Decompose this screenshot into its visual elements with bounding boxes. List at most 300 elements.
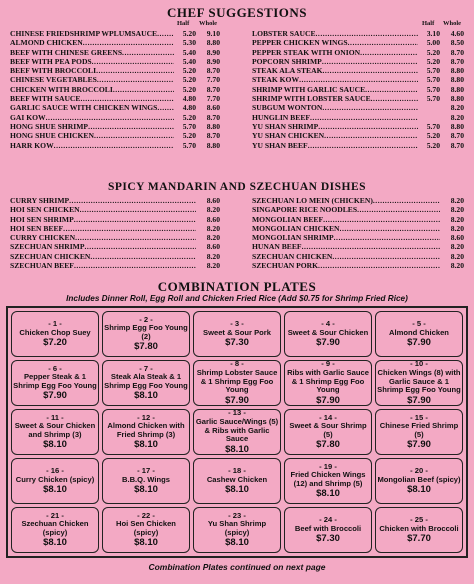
combo-plate-description: Sweet & Sour Pork: [203, 327, 271, 337]
menu-item-name: STEAK KOW: [252, 75, 300, 85]
combo-plate-price: $7.90: [316, 394, 340, 406]
combo-plate-description: Chinese Fried Shrimp (5): [379, 421, 459, 439]
menu-item-whole-price: 8.70: [206, 66, 220, 76]
menu-item-whole-price: 8.70: [450, 47, 464, 57]
menu-item: [10, 122, 220, 131]
dot-leader: [318, 261, 440, 270]
menu-item-half-price: [418, 103, 440, 112]
menu-item-price: 8.60: [206, 242, 220, 252]
dot-leader: [357, 205, 440, 214]
menu-item-name: GAI KOW: [10, 112, 46, 122]
dot-leader: [63, 224, 196, 233]
dot-leader: [360, 48, 418, 57]
combo-plate-price: $8.10: [225, 484, 249, 496]
menu-item-whole-price: 8.20: [450, 103, 464, 113]
menu-item: [10, 131, 220, 140]
combo-plate-description: Pepper Steak & 1 Shrimp Egg Foo Young: [13, 372, 97, 390]
menu-item-price: 8.20: [450, 261, 464, 271]
menu-item-name: ALMOND CHICKEN: [10, 38, 83, 48]
menu-item-half-price: 5.30: [182, 38, 196, 48]
menu-item: [252, 103, 464, 112]
combo-plate-number: - 25 -: [410, 514, 428, 524]
dot-leader: [365, 85, 418, 94]
dot-leader: [97, 75, 174, 84]
combo-plate-description: Yu Shan Shrimp (spicy): [207, 519, 267, 537]
combo-plate-card: [11, 409, 99, 455]
combo-plate-description: Shrimp Egg Foo Young (2): [104, 323, 188, 341]
dot-leader: [316, 29, 418, 38]
menu-item-half-price: 5.20: [182, 84, 196, 94]
menu-item: [10, 242, 220, 251]
menu-item: [252, 94, 464, 103]
combo-plate-card: [102, 311, 190, 357]
menu-item-name: HOI SEN CHICKEN: [10, 205, 80, 215]
dot-leader: [348, 38, 418, 47]
combo-plate-price: $8.10: [134, 439, 158, 451]
menu-item-name: MONGOLIAN SHRIMP: [252, 233, 334, 243]
menu-item: [10, 233, 220, 242]
menu-item-whole-price: 4.60: [450, 29, 464, 38]
combo-plate-number: - 17 -: [137, 465, 155, 475]
chef-right-column: [252, 29, 464, 150]
dot-leader: [323, 215, 440, 224]
combo-plate-card: [11, 311, 99, 357]
menu-item-half-price: [418, 113, 440, 122]
menu-item: [10, 205, 220, 214]
combo-plate-description: Szechuan Chicken (spicy): [21, 519, 89, 537]
combination-footer-note: Combination Plates continued on next page: [148, 562, 326, 572]
menu-item-price: 8.20: [206, 261, 220, 271]
menu-item: [10, 66, 220, 75]
menu-item: [252, 224, 464, 233]
menu-item: [252, 122, 464, 131]
combo-plate-price: $8.10: [134, 537, 158, 549]
menu-item-price: 8.20: [450, 196, 464, 205]
combo-plate-number: - 22 -: [137, 510, 155, 520]
combo-plate-card: [375, 360, 463, 406]
menu-item: [252, 66, 464, 75]
dot-leader: [96, 66, 174, 75]
menu-item-whole-price: 8.80: [206, 121, 220, 131]
combo-plate-price: $7.90: [316, 337, 340, 349]
dot-leader: [83, 38, 174, 47]
menu-item-name: CHINESE FRIEDSHRIMP WPLUMSAUCE: [10, 29, 158, 38]
chef-left-half-header: Half: [177, 20, 190, 27]
combo-plate-description: Cashew Chicken: [206, 474, 268, 484]
menu-item-name: SZECHUAN LO MEIN (CHICKEN): [252, 196, 373, 205]
menu-item-name: BEEF WITH BROCCOLI: [10, 66, 97, 76]
combo-plate-number: - 20 -: [410, 465, 428, 475]
dot-leader: [334, 233, 440, 242]
combo-plate-card: [102, 360, 190, 406]
combo-plate-number: - 19 -: [319, 461, 337, 471]
combo-plate-price: $7.90: [407, 439, 431, 451]
menu-item: [10, 215, 220, 224]
menu-item-name: MONGOLIAN BEEF: [252, 214, 324, 224]
menu-item-whole-price: 8.80: [450, 75, 464, 85]
menu-item-whole-price: 7.70: [206, 94, 220, 104]
combo-plate-number: - 5 -: [412, 318, 426, 328]
combination-plates-subtitle: Includes Dinner Roll, Egg Roll and Chicken Fried Rice (Add $0.75 for Shrimp Fried Rice): [66, 294, 408, 303]
menu-item-half-price: 5.70: [426, 66, 440, 76]
combination-plates-grid: [6, 306, 468, 558]
combo-plate-price: $7.80: [316, 439, 340, 451]
dot-leader: [302, 242, 440, 251]
dot-leader: [113, 85, 174, 94]
menu-item-whole-price: 7.70: [206, 75, 220, 85]
dot-leader: [46, 113, 174, 122]
menu-item-name: YU SHAN CHICKEN: [252, 131, 325, 141]
combo-plate-card: [284, 507, 372, 553]
combo-plate-description: Sweet & Sour Shrimp (5): [289, 421, 367, 439]
menu-item: [252, 261, 464, 270]
menu-item-whole-price: 9.10: [206, 29, 220, 38]
combo-plate-card: [193, 409, 281, 455]
menu-item-whole-price: 8.20: [450, 112, 464, 122]
combo-plate-number: - 8 -: [230, 360, 244, 369]
combo-plate-number: - 1 -: [48, 318, 62, 328]
menu-item-name: SZECHUAN SHRIMP: [10, 242, 85, 252]
dot-leader: [90, 252, 196, 261]
menu-item-name: YU SHAN SHRIMP: [252, 121, 319, 131]
menu-item: [252, 196, 464, 205]
menu-item-name: CHINESE VEGETABLES: [10, 75, 97, 85]
combo-plate-number: - 4 -: [321, 318, 335, 328]
dot-leader: [157, 103, 174, 112]
menu-item-price: 8.20: [450, 242, 464, 252]
dot-leader: [92, 57, 174, 66]
menu-item: [10, 29, 220, 38]
dot-leader: [373, 196, 440, 205]
dot-leader: [318, 122, 418, 131]
menu-item-price: 8.20: [206, 251, 220, 261]
dot-leader: [324, 131, 418, 140]
menu-item-half-price: 5.20: [426, 47, 440, 57]
combo-plate-card: [11, 458, 99, 504]
menu-item: [252, 38, 464, 47]
dot-leader: [332, 252, 440, 261]
menu-item-half-price: 5.20: [182, 131, 196, 141]
menu-item-name: GARLIC SAUCE WITH CHICKEN WINGS: [10, 103, 158, 113]
menu-item-whole-price: 8.70: [206, 131, 220, 141]
menu-item-name: SHRIMP WITH LOBSTER SAUCE: [252, 94, 371, 104]
combo-plate-card: [284, 360, 372, 406]
menu-item: [10, 141, 220, 150]
combo-plate-price: $7.20: [43, 337, 67, 349]
combo-plate-card: [375, 409, 463, 455]
menu-item-half-price: 4.80: [182, 103, 196, 113]
dot-leader: [88, 122, 174, 131]
dot-leader: [299, 75, 418, 84]
menu-item: [252, 75, 464, 84]
combo-plate-number: - 10 -: [410, 360, 428, 369]
menu-item-name: HUNGLIN BEEF: [252, 112, 311, 122]
menu-item: [10, 75, 220, 84]
dot-leader: [80, 205, 196, 214]
menu-item-whole-price: 8.70: [206, 84, 220, 94]
combo-plate-description: Hoi Sen Chicken (spicy): [116, 519, 176, 537]
menu-item: [252, 205, 464, 214]
menu-item-whole-price: 8.80: [450, 121, 464, 131]
menu-item-name: SHRIMP WITH GARLIC SAUCE: [252, 84, 366, 94]
chef-right-half-header: Half: [422, 20, 435, 27]
menu-item-whole-price: 8.70: [450, 140, 464, 150]
combo-plate-card: [284, 458, 372, 504]
combo-plate-description: Chicken Chop Suey: [19, 327, 91, 337]
combo-plate-price: $8.10: [316, 488, 340, 500]
menu-item-price: 8.20: [206, 233, 220, 243]
menu-item-half-price: 5.20: [426, 131, 440, 141]
dot-leader: [122, 48, 174, 57]
menu-item: [252, 57, 464, 66]
combo-plate-description: Sweet & Sour Chicken and Shrimp (3): [14, 421, 96, 439]
menu-item-name: HOI SEN SHRIMP: [10, 214, 74, 224]
menu-item-price: 8.20: [206, 223, 220, 233]
menu-item-name: CHICKEN WITH BROCCOLI: [10, 84, 113, 94]
menu-item: [252, 215, 464, 224]
combo-plate-description: Fried Chicken Wings (12) and Shrimp (5): [290, 470, 366, 488]
combo-plate-card: [375, 311, 463, 357]
dot-leader: [69, 196, 196, 205]
menu-item: [252, 29, 464, 38]
combo-plate-price: $8.10: [225, 443, 249, 455]
menu-item-price: 8.60: [450, 233, 464, 243]
menu-item: [252, 242, 464, 251]
menu-item: [252, 131, 464, 140]
dot-leader: [74, 215, 196, 224]
combo-plate-card: [193, 360, 281, 406]
combo-plate-number: - 2 -: [139, 314, 153, 324]
combination-plates-title: COMBINATION PLATES: [157, 279, 317, 294]
combo-plate-description: Steak Ala Steak & 1 Shrimp Egg Foo Young: [104, 372, 188, 390]
dot-leader: [310, 113, 418, 122]
combo-plate-number: - 21 -: [46, 510, 64, 520]
combo-plate-number: - 3 -: [230, 318, 244, 328]
combo-plate-number: - 15 -: [410, 412, 428, 422]
combo-plate-description: Sweet & Sour Chicken: [287, 327, 369, 337]
combo-plate-number: - 9 -: [321, 360, 335, 369]
dot-leader: [74, 261, 196, 270]
menu-item-whole-price: 8.70: [450, 131, 464, 141]
menu-item-whole-price: 8.80: [206, 38, 220, 48]
menu-item: [252, 233, 464, 242]
menu-item-price: 8.20: [450, 251, 464, 261]
combo-plate-price: $8.10: [407, 484, 431, 496]
menu-item-half-price: 5.40: [182, 47, 196, 57]
dot-leader: [322, 103, 418, 112]
menu-item-price: 8.60: [206, 196, 220, 205]
combo-plate-price: $8.10: [43, 439, 67, 451]
menu-item-whole-price: 8.60: [206, 103, 220, 113]
menu-item: [10, 113, 220, 122]
combo-plate-card: [193, 458, 281, 504]
combo-plate-number: - 18 -: [228, 465, 246, 475]
menu-item-name: YU SHAN BEEF: [252, 140, 308, 150]
menu-item: [10, 196, 220, 205]
dot-leader: [308, 141, 418, 150]
menu-item-name: HARR KOW: [10, 140, 54, 150]
menu-item-price: 8.20: [450, 205, 464, 215]
dot-leader: [54, 141, 174, 150]
combo-plate-number: - 16 -: [46, 465, 64, 475]
menu-item: [10, 48, 220, 57]
menu-item-price: 8.20: [206, 205, 220, 215]
menu-item-price: 8.60: [206, 214, 220, 224]
menu-item: [10, 38, 220, 47]
menu-item-half-price: 5.20: [426, 140, 440, 150]
combo-plate-card: [284, 409, 372, 455]
menu-item: [10, 224, 220, 233]
menu-item-half-price: 5.20: [182, 112, 196, 122]
menu-item-name: POPCORN SHRIMP: [252, 56, 322, 66]
combo-plate-description: B.B.Q. Wings: [121, 474, 171, 484]
dot-leader: [80, 94, 174, 103]
menu-item: [252, 85, 464, 94]
dot-leader: [157, 29, 174, 38]
combo-plate-description: Ribs with Garlic Sauce & 1 Shrimp Egg Foo Young: [287, 367, 369, 395]
dot-leader: [322, 57, 418, 66]
combo-plate-card: [193, 311, 281, 357]
menu-item-whole-price: 8.90: [206, 56, 220, 66]
combo-plate-description: Mongolian Beef (spicy): [377, 474, 461, 484]
menu-item-name: SZECHUAN PORK: [252, 261, 319, 271]
menu-item-half-price: 5.70: [426, 75, 440, 85]
menu-item-name: LOBSTER SAUCE: [252, 29, 316, 38]
menu-item: [252, 141, 464, 150]
chef-left-column: [10, 29, 220, 150]
menu-item: [252, 113, 464, 122]
dot-leader: [94, 131, 174, 140]
menu-item: [10, 85, 220, 94]
menu-item-whole-price: 8.70: [450, 56, 464, 66]
menu-item: [10, 252, 220, 261]
combo-plate-number: - 14 -: [319, 412, 337, 422]
chef-right-whole-header: Whole: [443, 20, 462, 27]
menu-item-name: SUBGUM WONTON: [252, 103, 323, 113]
combo-plate-price: $7.70: [407, 533, 431, 545]
spicy-right-column: [252, 196, 464, 270]
menu-item-half-price: 5.70: [426, 94, 440, 104]
menu-item-name: SZECHUAN CHICKEN: [252, 251, 333, 261]
menu-item-half-price: 5.70: [426, 84, 440, 94]
combo-plate-number: - 24 -: [319, 514, 337, 524]
spicy-left-column: [10, 196, 220, 270]
combo-plate-number: - 6 -: [48, 363, 62, 373]
menu-item-price: 8.20: [450, 223, 464, 233]
menu-item-name: STEAK ALA STEAK: [252, 66, 323, 76]
combo-plate-card: [284, 311, 372, 357]
combo-plate-price: $7.90: [43, 390, 67, 402]
chef-left-whole-header: Whole: [199, 20, 218, 27]
menu-item-whole-price: 8.80: [450, 94, 464, 104]
menu-item-half-price: 3.10: [426, 29, 440, 38]
menu-item: [10, 94, 220, 103]
combo-plate-number: - 11 -: [46, 412, 64, 422]
menu-item-half-price: 5.20: [182, 29, 196, 38]
menu-item-whole-price: 8.90: [206, 47, 220, 57]
combo-plate-description: Almond Chicken: [389, 327, 449, 337]
menu-item-half-price: 5.40: [182, 56, 196, 66]
menu-item: [252, 48, 464, 57]
menu-item-half-price: 5.70: [426, 121, 440, 131]
dot-leader: [84, 242, 196, 251]
menu-item-name: HONG SHUE SHRIMP: [10, 121, 89, 131]
menu-item-half-price: 5.20: [182, 75, 196, 85]
menu-item-whole-price: 8.80: [450, 66, 464, 76]
menu-item-name: SINGAPORE RICE NOODLES: [252, 205, 358, 215]
menu-item-half-price: 5.20: [426, 56, 440, 66]
dot-leader: [340, 224, 440, 233]
menu-item-name: SZECHUAN BEEF: [10, 261, 74, 271]
combo-plate-price: $7.30: [225, 337, 249, 349]
menu-item-half-price: 5.20: [182, 66, 196, 76]
menu-item: [10, 261, 220, 270]
menu-item-name: HUNAN BEEF: [252, 242, 302, 252]
combo-plate-card: [375, 507, 463, 553]
combo-plate-card: [11, 507, 99, 553]
menu-item: [10, 57, 220, 66]
menu-item-whole-price: 8.80: [206, 140, 220, 150]
combo-plate-price: $8.10: [134, 390, 158, 402]
dot-leader: [371, 94, 418, 103]
combo-plate-card: [11, 360, 99, 406]
combo-plate-description: Garlic Sauce/Wings (5) & Ribs with Garlic Sauce: [195, 416, 279, 444]
combo-plate-price: $8.10: [134, 484, 158, 496]
menu-item-half-price: 5.70: [182, 140, 196, 150]
combo-plate-card: [102, 458, 190, 504]
combo-plate-price: $7.90: [407, 394, 431, 406]
menu-item-name: BEEF WITH SAUCE: [10, 94, 81, 104]
combo-plate-number: - 7 -: [139, 363, 153, 373]
dot-leader: [75, 233, 196, 242]
menu-item-name: PEPPER CHICKEN WINGS: [252, 38, 348, 48]
menu-item: [10, 103, 220, 112]
dot-leader: [322, 66, 418, 75]
menu-item-price: 8.20: [450, 214, 464, 224]
menu-item-half-price: 4.80: [182, 94, 196, 104]
combo-plate-description: Curry Chicken (spicy): [15, 474, 95, 484]
chef-suggestions-title: CHEF SUGGESTIONS: [166, 5, 308, 20]
combo-plate-description: Chicken with Broccoli: [379, 523, 459, 533]
menu-item-name: BEEF WITH PEA PODS: [10, 56, 92, 66]
combo-plate-description: Shrimp Lobster Sauce & 1 Shrimp Egg Foo Young: [196, 367, 278, 395]
menu-item-whole-price: 8.80: [450, 84, 464, 94]
combo-plate-description: Almond Chicken with Fried Shrimp (3): [107, 421, 185, 439]
combo-plate-card: [102, 409, 190, 455]
menu-item-name: PEPPER STEAK WITH ONION: [252, 47, 361, 57]
menu-item-whole-price: 8.50: [450, 38, 464, 48]
combo-plate-price: $8.10: [43, 484, 67, 496]
combo-plate-price: $7.30: [316, 533, 340, 545]
combo-plate-number: - 23 -: [228, 510, 246, 520]
menu-item-name: CURRY CHICKEN: [10, 233, 76, 243]
combo-plate-card: [193, 507, 281, 553]
combo-plate-price: $7.90: [225, 394, 249, 406]
menu-item-name: CURRY SHRIMP: [10, 196, 70, 205]
combo-plate-number: - 12 -: [137, 412, 155, 422]
combo-plate-description: Beef with Broccoli: [294, 523, 362, 533]
combo-plate-description: Chicken Wings (8) with Garlic Sauce & 1 Shrimp Egg Foo Young: [377, 367, 461, 395]
menu-item-half-price: 5.70: [182, 121, 196, 131]
combo-plate-card: [102, 507, 190, 553]
menu-item-name: SZECHUAN CHICKEN: [10, 251, 91, 261]
combo-plate-price: $7.80: [134, 341, 158, 353]
menu-item-name: BEEF WITH CHINESE GREENS: [10, 47, 123, 57]
menu-item-half-price: 5.00: [426, 38, 440, 48]
menu-item-whole-price: 8.70: [206, 112, 220, 122]
menu-item: [252, 252, 464, 261]
combo-plate-number: - 13 -: [228, 409, 246, 418]
